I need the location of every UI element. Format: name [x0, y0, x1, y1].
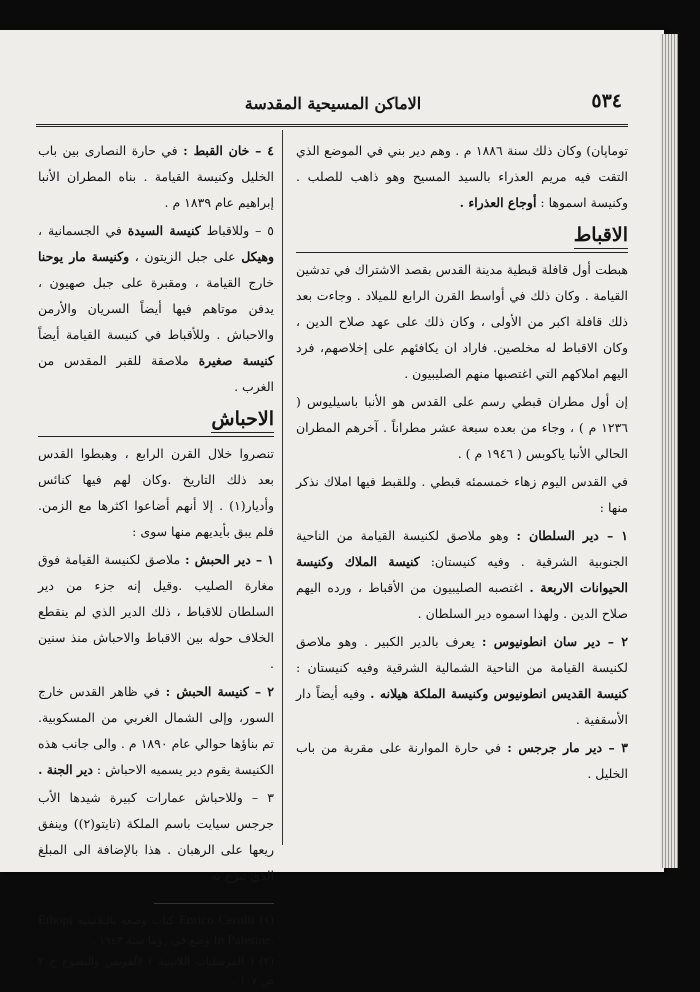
text: وفيه أيضاً دار الأسقفية .: [296, 686, 628, 727]
item-lead: ١ – دير السلطان :: [516, 528, 628, 543]
text: في ظاهر القدس خارج السور، وإلى الشمال الغربي من المسكوبية. تم بناؤها حوالي عام ١٨٩٠ م . والى جانب هذه الكنيسة يقوم دير يسميه الاحباش :: [38, 684, 274, 777]
list-item: [38, 679, 274, 783]
item-lead: ٢ – كنيسة الحبش :: [165, 684, 274, 699]
item-lead: ٢ – دير سان انطونيوس :: [481, 634, 628, 649]
page-number: ٥٣٤: [591, 90, 622, 112]
bold-term: كنيسة صغيرة: [198, 353, 275, 368]
paragraph: تنصروا خلال القرن الرابع ، وهبطوا القدس بعد ذلك التاريخ .وكان لهم فيها كنائس وأديار(١) . إلا أنهم أضاعوا اكثرها مع الزمن. فلم يبق بأيديهم منها سوى :: [38, 446, 274, 539]
column-divider: [282, 130, 283, 845]
text: ملاصقة للقبر المقدس من الغرب .: [38, 353, 274, 394]
footnote-rule: [154, 903, 274, 904]
text: اغتصبه الصليبيون من الأقباط ، ورده اليهم صلاح الدين . ولهذا اسموه دير السلطان .: [296, 580, 628, 621]
text: في الجسمانية ،: [38, 223, 122, 238]
bold-term: كنيسة الملاك وكنيسة الحيوانات الاربعة .: [296, 554, 629, 595]
list-item: [38, 218, 274, 400]
running-title: الاماكن المسيحية المقدسة: [244, 94, 422, 113]
list-item: [296, 735, 628, 787]
footnote-text: كتاب وضعه بالـلاتينية: [77, 914, 175, 927]
section-heading-copts: الاقباط: [296, 222, 628, 253]
footnote-1: [38, 910, 274, 950]
list-item: [38, 547, 274, 677]
bold-term: كنيسة القديس انطونيوس وكنيسة الملكة هيلانه .: [370, 686, 628, 701]
section-heading-ethiopians: الاحباش: [38, 406, 274, 437]
page-edges: [660, 34, 678, 868]
running-header: [36, 72, 630, 118]
bold-term: وهيكل: [241, 249, 274, 264]
footnote-latin: Enrico Cerulli: [179, 912, 255, 927]
header-rule: [36, 124, 628, 127]
item-lead: ٤ – خان القبط :: [183, 143, 274, 158]
item-lead: ١ – دير الحبش :: [184, 552, 274, 567]
left-column: [38, 138, 274, 992]
list-item: [296, 523, 628, 627]
list-item: [38, 138, 274, 216]
bold-term: دير الجنة .: [38, 762, 93, 777]
paragraph: إن أول مطران قبطي رسم على القدس هو الأنبا باسيليوس ( ١٢٣٦ م ) ، وجاء من بعده سبعة عشر مطراناً . آخرهم المطران الحالي الأنبا ياكوبس ( ١٩٤٦ م ) .: [296, 394, 628, 461]
footnote-2: (٢) ( المرسليات اللاتينية ) لألفونس والنصوح ج ٢ ص ١٠٧ .: [38, 955, 274, 987]
footnote-latin: Ethopi In Palesine.: [38, 912, 274, 947]
footnote-number: (١): [259, 914, 274, 927]
right-column: [296, 138, 628, 789]
text: على جبل الزيتون ،: [134, 249, 236, 264]
text: في حارة النصارى بين باب الخليل وكنيسة القيامة . بناه المطران الأنبا إبراهيم عام ١٨٣٩ م .: [38, 143, 274, 210]
text: يعرف بالدير الكبير . وهو ملاصق لكنيسة القيامة من الناحية الشمالية الشرقية وفيه كنيستان :: [296, 634, 628, 675]
list-item: ٣ – وللاحباش عمارات كبيرة شيدها الأب جرجس سيايت باسم الملكة (تايتو(٢)) وينفق ريعها على الرهبان . هذا بالإضافة الى المبلغ الذي تبرع به: [38, 790, 274, 883]
bold-term: أوجاع العذراء .: [459, 195, 537, 210]
text: في حارة الموارنة على مقربة من باب الخليل .: [296, 740, 628, 781]
footnote-text: وضع في روما سنة ١٩٤٣ .: [91, 934, 210, 947]
text: خارج القيامة ، ومقبرة على جبل صهيون ، يدفن موتاهم فيها أيضاً السريان والأرمن والاحباش . وللأقباط في كنيسة القيامة أيضاً: [38, 275, 274, 342]
paragraph: [296, 138, 628, 216]
paragraph: في القدس اليوم زهاء خمسمئه قبطي . وللقبط فيها املاك نذكر منها :: [296, 474, 628, 515]
bold-term: كنيسة السيدة: [127, 223, 201, 238]
text: توماپان) وكان ذلك سنة ١٨٨٦ م . وهم دير بني في الموضع الذي التقت فيه مريم العذراء بالسيد المسيح وهو ذاهب للصلب . وكنيسة اسموها :: [296, 143, 629, 210]
text: ملاصق لكنيسة القيامة فوق مغارة الصليب .وقيل إنه جزء من دير السلطان للاقباط ، ذلك الدير الذي لم ينقطع الخلاف حوله بين الاقباط والاحباش منذ سنين .: [38, 552, 274, 671]
text: ٥ – وللاقباط: [206, 223, 274, 238]
item-lead: ٣ – دير مار جرجس :: [507, 740, 628, 755]
paragraph: هبطت أول قافلة قبطية مدينة القدس بقصد الاشتراك في تدشين القيامة . وكان ذلك في أواسط القرن الرابع للميلاد . وجاءت بعد ذلك قافلة اكبر من الأولى ، وكان ذلك على عهد صلاح الدين ، وكان الاقباط له مخلصين. فاراد ان يكافئهم على إخلاصهم، فرد اليهم املاكهم التي اغتصبها منهم الصليبيون .: [296, 262, 628, 381]
list-item: [296, 629, 628, 733]
bold-term: وكنيسة مار يوحنا: [38, 249, 130, 264]
text: وهو ملاصق لكنيسة القيامة من الناحية الجنوبية الشرقية . وفيه كنيستان:: [296, 528, 628, 569]
